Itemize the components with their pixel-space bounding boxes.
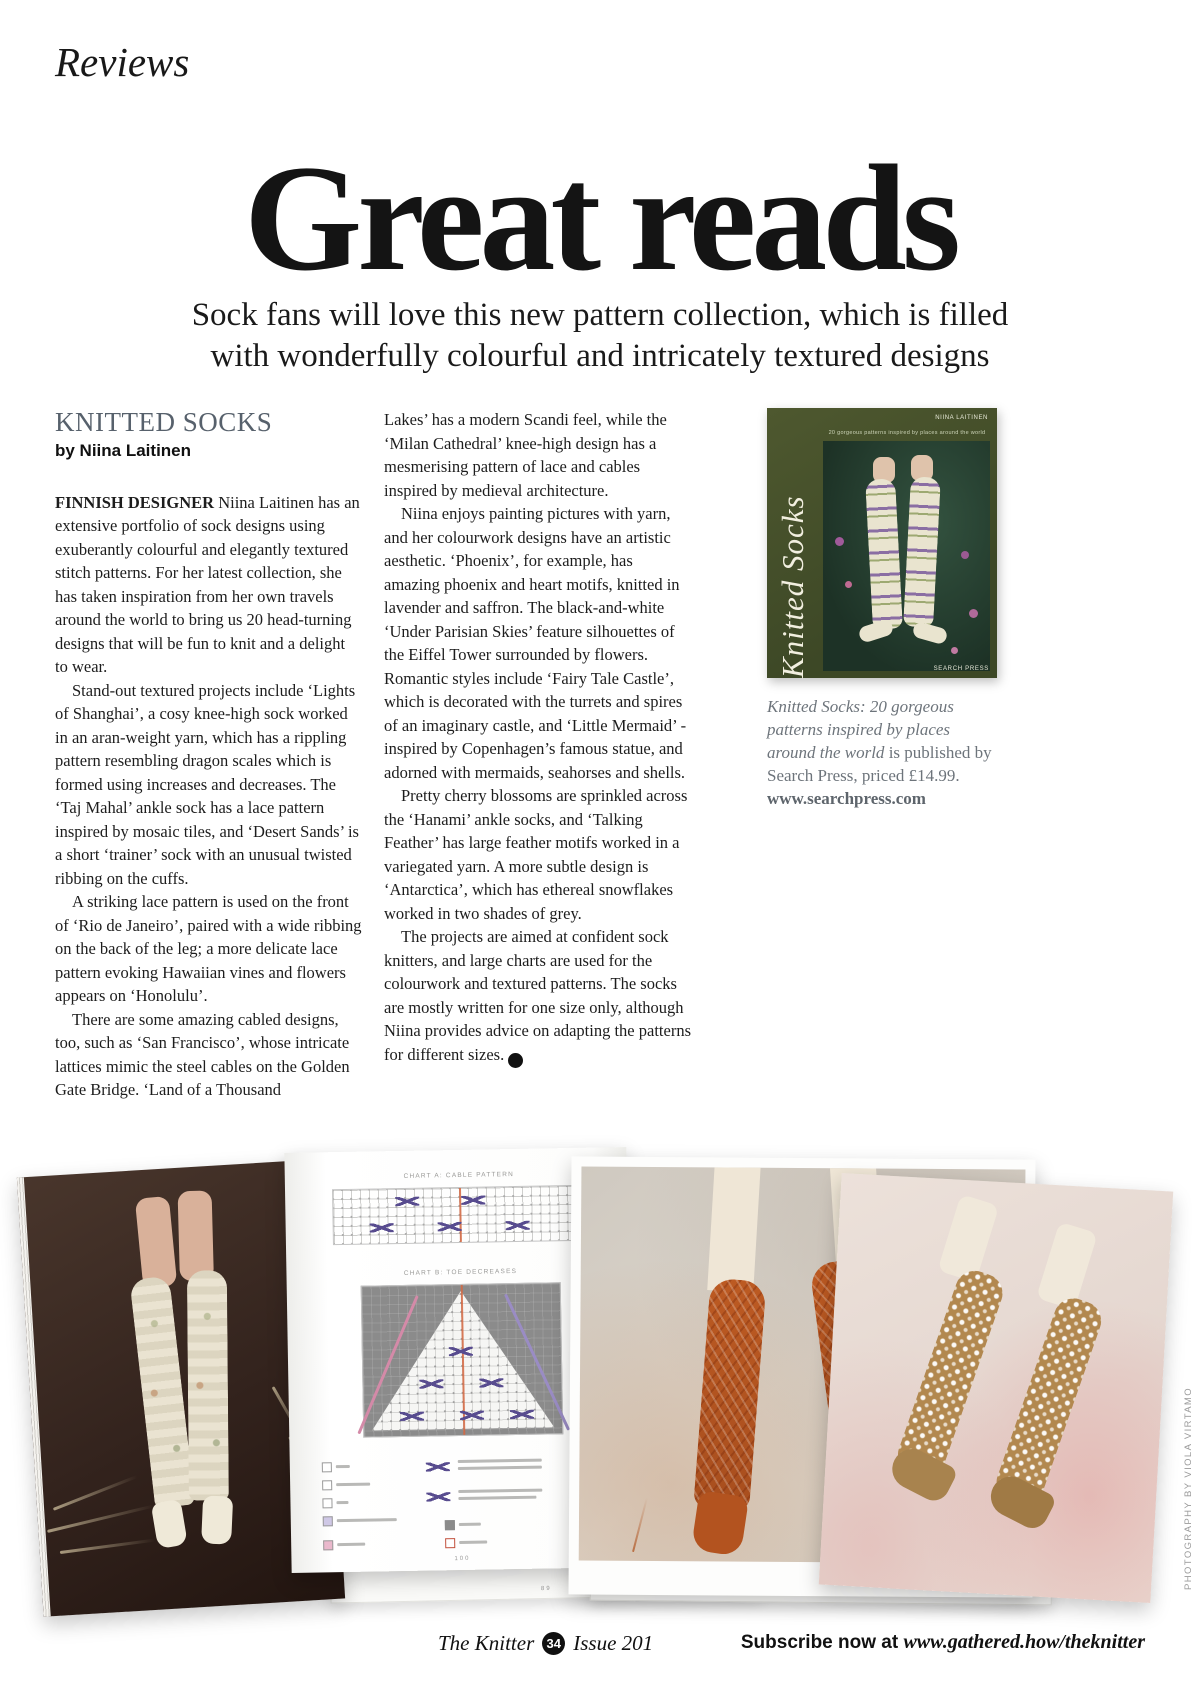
sock-illustration (894, 1265, 1008, 1479)
flower-illustration (845, 581, 852, 588)
legend-text-bar (458, 1489, 542, 1493)
subscribe-text: Subscribe now at (740, 1632, 904, 1653)
leg-illustration (135, 1196, 177, 1289)
book-cover-publisher: SEARCH PRESS (933, 666, 989, 672)
paragraph-text: Niina Laitinen has an extensive portfolio of sock designs using exuberantly colourful and elegantly textured stitch patterns. For her latest collection, she has taken inspiration from her own travels around the world to bring us 20 head-turning designs that will be fun to knit and a delight to wear. (55, 492, 360, 677)
paragraph: Niina enjoys painting pictures with yarn, and her colourwork designs have an artistic aesthetic. ‘Phoenix’, for example, has amazing phoenix and heart motifs, knitted in lavender and saffron. The black-and-white ‘Under Parisian Skies’ feature silhouettes of the Eiffel Tower surrounded by flowers. Romantic styles include ‘Fairy Tale Castle’, which is decorated with the turrets and spires of an imaginary castle, and ‘Little Mermaid’ - inspired by Copenhagen’s famous statue, and adorned with mermaids, seahorses and shells. (384, 504, 687, 782)
legend-text-bar (336, 1465, 350, 1468)
fern-illustration (53, 1475, 138, 1511)
book-cover-tagline: 20 gorgeous patterns inspired by places around the world (828, 430, 986, 436)
cable-symbol (510, 1410, 534, 1419)
flower-illustration (969, 609, 978, 618)
legend-text-bar (336, 1483, 370, 1487)
book-cover-author: NIINA LAITINEN (935, 415, 988, 421)
page-title: Great reads (244, 134, 956, 302)
flower-illustration (961, 551, 969, 559)
chart-page (311, 1169, 614, 1552)
legend-text-bar (336, 1501, 348, 1504)
flower-illustration (951, 647, 958, 654)
publisher-url-link[interactable]: www.searchpress.com (767, 789, 926, 808)
cable-symbol (438, 1222, 462, 1231)
legend-text-bar (459, 1523, 481, 1526)
section-label: Reviews (55, 39, 190, 85)
cable-symbol (479, 1378, 503, 1387)
legend-text-bar (458, 1459, 542, 1463)
lead-in: FINNISH DESIGNER (55, 492, 215, 512)
article-column-1 (55, 408, 362, 1102)
paragraph (55, 491, 362, 679)
cable-symbol (426, 1462, 450, 1471)
plant-illustration (632, 1498, 648, 1553)
leg-illustration (1036, 1222, 1098, 1310)
paragraph (384, 925, 691, 1068)
leg-illustration (707, 1166, 761, 1292)
fern-illustration (47, 1504, 155, 1533)
issue-number: Issue 201 (573, 1631, 654, 1655)
legend-symbol (323, 1540, 333, 1550)
chart-b-title: CHART B: TOE DECREASES (403, 1267, 518, 1277)
book-caption (767, 695, 997, 810)
cable-symbol (370, 1223, 394, 1232)
knitting-chart-b (361, 1282, 564, 1437)
end-mark-icon: ✚ (508, 1053, 523, 1068)
legend-symbol (323, 1516, 333, 1526)
caption-text: is published by Search Press, priced £14.99. (767, 743, 992, 785)
sock-illustration (693, 1278, 766, 1512)
cable-symbol (395, 1197, 419, 1206)
sock-foot-illustration (691, 1490, 749, 1557)
footer-issue-info (438, 1631, 653, 1656)
cable-symbol (426, 1492, 450, 1501)
article-column-2 (384, 408, 691, 1102)
legend-text-bar (458, 1466, 542, 1470)
standfirst (0, 295, 1200, 377)
fern-illustration (60, 1539, 156, 1555)
article-column-3 (767, 408, 997, 1102)
knitting-chart-a (332, 1185, 587, 1245)
sock-illustration (992, 1293, 1106, 1507)
book-cover-title: Knitted Socks (775, 495, 810, 678)
sock-foot-illustration (911, 621, 948, 646)
magazine-name: The Knitter (438, 1631, 535, 1655)
legend-symbol (322, 1462, 332, 1472)
standfirst-line2: with wonderfully colourful and intricately textured designs (210, 338, 990, 374)
legend-symbol (322, 1480, 332, 1490)
cable-symbol (400, 1412, 424, 1421)
paragraph: Lakes’ has a modern Scandi feel, while the ‘Milan Cathedral’ knee-high design has a mesmerising pattern of lace and cables inspired by medieval architecture. (384, 410, 667, 500)
sock-foot-illustration (151, 1499, 188, 1549)
legend-text-bar (459, 1541, 487, 1544)
book-title-heading: KNITTED SOCKS (55, 407, 273, 437)
caption-title: Knitted Socks: 20 gorgeous patterns inspired by places around the world (767, 697, 954, 762)
sock-illustration (129, 1276, 195, 1509)
standfirst-line1: Sock fans will love this new pattern collection, which is filled (191, 297, 1009, 333)
cable-symbol (461, 1196, 485, 1205)
leg-illustration (937, 1194, 999, 1282)
paragraph: Pretty cherry blossoms are sprinkled across the ‘Hanami’ ankle socks, and ‘Talking Feather’ has large feather motifs worked in a variegated yarn. A more subtle design is ‘Antarctica’, which has ethereal snowflakes worked in two shades of grey. (384, 786, 688, 923)
paragraph: There are some amazing cabled designs, too, such as ‘San Francisco’, whose intricate lattices mimic the steel cables on the Golden Gate Bridge. ‘Land of a Thousand (55, 1009, 350, 1100)
cable-symbol (449, 1347, 473, 1356)
paragraph: Stand-out textured projects include ‘Lights of Shanghai’, a cosy knee-high sock worked in an aran-weight yarn, which has a rippling pattern resembling dragon scales which is formed using increases and decreases. The ‘Taj Mahal’ ankle sock has a lace pattern inspired by mosaic tiles, and ‘Desert Sands’ is a short ‘trainer’ sock with an unusual twisted ribbing on the cuffs. (55, 680, 359, 888)
page-number: 89 (540, 1585, 552, 1593)
book-cover-image (767, 408, 997, 678)
book-cover-photo (823, 441, 990, 671)
paragraph: A striking lace pattern is used on the front of ‘Rio de Janeiro’, paired with a wide ribbing on the back of the leg; a more delicate lace pattern evoking Hawaiian vines and flowers appears on ‘Honolulu’. (55, 892, 362, 1006)
sock-illustration (187, 1270, 229, 1500)
sock-illustration (865, 478, 903, 629)
legend-text-bar (337, 1518, 397, 1522)
paragraph-text: The projects are aimed at confident sock knitters, and large charts are used for the colourwork and textured patterns. The socks are mostly written for one size only, although Niina provides advice on adapting the patterns for different sizes. (384, 927, 691, 1064)
legend-symbol (445, 1520, 455, 1530)
subscribe-url-link[interactable]: www.gathered.how/theknitter (903, 1631, 1145, 1653)
chart-a-title: CHART A: CABLE PATTERN (403, 1171, 515, 1180)
photo-tan-colourwork-socks (819, 1173, 1173, 1603)
photo-collage (30, 1150, 1194, 1610)
sock-foot-illustration (857, 618, 894, 644)
sock-foot-illustration (201, 1495, 233, 1544)
article-columns (55, 408, 1147, 1102)
footer-subscribe (741, 1631, 1145, 1654)
photography-credit: PHOTOGRAPHY BY VIOLA VIRTAMO (1183, 1386, 1194, 1590)
cable-symbol (460, 1411, 484, 1420)
legend-text-bar (458, 1496, 536, 1500)
cable-symbol (506, 1221, 530, 1230)
byline: by Niina Laitinen (55, 440, 192, 460)
legend-symbol (445, 1538, 455, 1548)
legend-text-bar (337, 1543, 365, 1546)
legend-symbol (322, 1498, 332, 1508)
sock-illustration (903, 476, 941, 627)
cable-symbol (419, 1379, 443, 1388)
page-number: 100 (454, 1555, 471, 1563)
flower-illustration (835, 537, 844, 546)
leg-illustration (178, 1190, 214, 1281)
page-number-badge: 34 (542, 1632, 565, 1655)
